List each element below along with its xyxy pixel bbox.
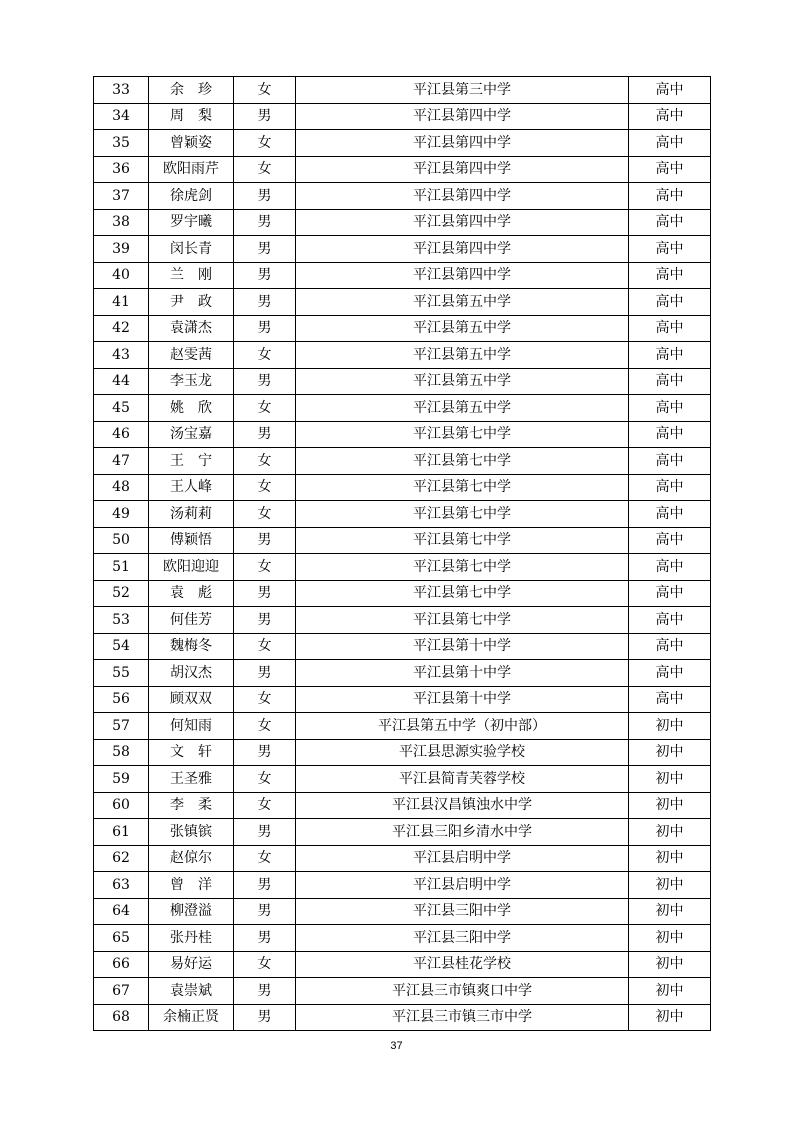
row-number-cell: 43 <box>94 342 149 369</box>
gender-cell: 女 <box>234 845 296 872</box>
gender-cell: 男 <box>234 660 296 687</box>
gender-cell: 女 <box>234 448 296 475</box>
gender-cell: 女 <box>234 130 296 157</box>
gender-cell: 男 <box>234 978 296 1005</box>
row-number-cell: 58 <box>94 739 149 766</box>
school-level-cell: 高中 <box>629 183 711 210</box>
row-number-cell: 37 <box>94 183 149 210</box>
gender-cell: 女 <box>234 951 296 978</box>
gender-cell: 女 <box>234 766 296 793</box>
school-cell: 平江县第四中学 <box>296 183 629 210</box>
school-level-cell: 高中 <box>629 130 711 157</box>
school-level-cell: 高中 <box>629 660 711 687</box>
table-row <box>94 766 711 793</box>
school-level-cell: 高中 <box>629 501 711 528</box>
student-name-cell: 曾 洋 <box>149 872 234 899</box>
student-name-cell: 赵倞尔 <box>149 845 234 872</box>
school-level-cell: 初中 <box>629 951 711 978</box>
row-number-cell: 49 <box>94 501 149 528</box>
gender-cell: 男 <box>234 315 296 342</box>
student-name-cell: 魏梅冬 <box>149 633 234 660</box>
student-name-cell: 姚 欣 <box>149 395 234 422</box>
school-level-cell: 初中 <box>629 898 711 925</box>
row-number-cell: 44 <box>94 368 149 395</box>
student-name-cell: 胡汉杰 <box>149 660 234 687</box>
student-name-cell: 余 珍 <box>149 77 234 104</box>
row-number-cell: 68 <box>94 1004 149 1031</box>
school-cell: 平江县第四中学 <box>296 236 629 263</box>
school-cell: 平江县第七中学 <box>296 501 629 528</box>
school-cell: 平江县汉昌镇浊水中学 <box>296 792 629 819</box>
row-number-cell: 47 <box>94 448 149 475</box>
table-row <box>94 792 711 819</box>
gender-cell: 女 <box>234 395 296 422</box>
student-name-cell: 兰 刚 <box>149 262 234 289</box>
school-level-cell: 高中 <box>629 686 711 713</box>
student-name-cell: 欧阳雨芹 <box>149 156 234 183</box>
row-number-cell: 61 <box>94 819 149 846</box>
table-row <box>94 633 711 660</box>
school-cell: 平江县第四中学 <box>296 262 629 289</box>
row-number-cell: 45 <box>94 395 149 422</box>
school-cell: 平江县三阳中学 <box>296 925 629 952</box>
gender-cell: 男 <box>234 607 296 634</box>
student-name-cell: 柳澄溢 <box>149 898 234 925</box>
gender-cell: 女 <box>234 342 296 369</box>
school-cell: 平江县第十中学 <box>296 686 629 713</box>
school-cell: 平江县第五中学 <box>296 315 629 342</box>
row-number-cell: 53 <box>94 607 149 634</box>
table-row <box>94 448 711 475</box>
student-name-cell: 李玉龙 <box>149 368 234 395</box>
row-number-cell: 39 <box>94 236 149 263</box>
school-level-cell: 高中 <box>629 262 711 289</box>
table-row <box>94 951 711 978</box>
row-number-cell: 62 <box>94 845 149 872</box>
row-number-cell: 60 <box>94 792 149 819</box>
school-level-cell: 高中 <box>629 607 711 634</box>
table-row <box>94 130 711 157</box>
student-name-cell: 王人峰 <box>149 474 234 501</box>
student-name-cell: 袁 彪 <box>149 580 234 607</box>
row-number-cell: 57 <box>94 713 149 740</box>
table-row <box>94 103 711 130</box>
row-number-cell: 34 <box>94 103 149 130</box>
table-row <box>94 978 711 1005</box>
school-level-cell: 高中 <box>629 474 711 501</box>
gender-cell: 男 <box>234 289 296 316</box>
row-number-cell: 52 <box>94 580 149 607</box>
school-cell: 平江县第四中学 <box>296 156 629 183</box>
row-number-cell: 51 <box>94 554 149 581</box>
school-cell: 平江县第五中学（初中部） <box>296 713 629 740</box>
school-level-cell: 初中 <box>629 713 711 740</box>
school-cell: 平江县第五中学 <box>296 395 629 422</box>
student-name-cell: 罗宇曦 <box>149 209 234 236</box>
school-cell: 平江县第五中学 <box>296 289 629 316</box>
row-number-cell: 65 <box>94 925 149 952</box>
school-level-cell: 高中 <box>629 236 711 263</box>
gender-cell: 男 <box>234 262 296 289</box>
school-cell: 平江县第七中学 <box>296 474 629 501</box>
row-number-cell: 56 <box>94 686 149 713</box>
table-row <box>94 580 711 607</box>
school-level-cell: 高中 <box>629 395 711 422</box>
school-cell: 平江县三市镇三市中学 <box>296 1004 629 1031</box>
table-row <box>94 686 711 713</box>
school-cell: 平江县第七中学 <box>296 580 629 607</box>
student-name-cell: 王 宁 <box>149 448 234 475</box>
school-cell: 平江县桂花学校 <box>296 951 629 978</box>
student-name-cell: 顾双双 <box>149 686 234 713</box>
student-name-cell: 袁潇杰 <box>149 315 234 342</box>
school-level-cell: 初中 <box>629 845 711 872</box>
student-name-cell: 余楠正贤 <box>149 1004 234 1031</box>
student-name-cell: 何佳芳 <box>149 607 234 634</box>
row-number-cell: 40 <box>94 262 149 289</box>
table-row <box>94 925 711 952</box>
student-name-cell: 汤宝嘉 <box>149 421 234 448</box>
row-number-cell: 63 <box>94 872 149 899</box>
school-cell: 平江县第四中学 <box>296 130 629 157</box>
school-cell: 平江县第七中学 <box>296 527 629 554</box>
table-row <box>94 395 711 422</box>
school-cell: 平江县第七中学 <box>296 554 629 581</box>
school-level-cell: 高中 <box>629 421 711 448</box>
gender-cell: 男 <box>234 739 296 766</box>
row-number-cell: 41 <box>94 289 149 316</box>
student-name-cell: 曾颖姿 <box>149 130 234 157</box>
school-level-cell: 初中 <box>629 766 711 793</box>
school-level-cell: 高中 <box>629 315 711 342</box>
row-number-cell: 48 <box>94 474 149 501</box>
school-cell: 平江县思源实验学校 <box>296 739 629 766</box>
table-row <box>94 898 711 925</box>
gender-cell: 女 <box>234 474 296 501</box>
school-level-cell: 高中 <box>629 368 711 395</box>
table-row <box>94 209 711 236</box>
row-number-cell: 42 <box>94 315 149 342</box>
page-number: 37 <box>390 1040 403 1052</box>
student-name-cell: 文 轩 <box>149 739 234 766</box>
gender-cell: 女 <box>234 501 296 528</box>
school-cell: 平江县第七中学 <box>296 421 629 448</box>
gender-cell: 男 <box>234 925 296 952</box>
school-level-cell: 初中 <box>629 872 711 899</box>
roster-body <box>94 77 711 1031</box>
school-level-cell: 高中 <box>629 103 711 130</box>
school-level-cell: 初中 <box>629 792 711 819</box>
table-row <box>94 77 711 104</box>
table-row <box>94 183 711 210</box>
gender-cell: 男 <box>234 898 296 925</box>
school-cell: 平江县简青芙蓉学校 <box>296 766 629 793</box>
school-cell: 平江县三阳中学 <box>296 898 629 925</box>
row-number-cell: 50 <box>94 527 149 554</box>
student-name-cell: 周 梨 <box>149 103 234 130</box>
row-number-cell: 59 <box>94 766 149 793</box>
row-number-cell: 46 <box>94 421 149 448</box>
school-level-cell: 初中 <box>629 978 711 1005</box>
table-row <box>94 368 711 395</box>
row-number-cell: 33 <box>94 77 149 104</box>
student-name-cell: 欧阳迎迎 <box>149 554 234 581</box>
school-level-cell: 初中 <box>629 925 711 952</box>
row-number-cell: 55 <box>94 660 149 687</box>
table-row <box>94 845 711 872</box>
table-row <box>94 262 711 289</box>
gender-cell: 女 <box>234 792 296 819</box>
table-row <box>94 527 711 554</box>
school-level-cell: 高中 <box>629 156 711 183</box>
student-name-cell: 李 柔 <box>149 792 234 819</box>
table-row <box>94 554 711 581</box>
row-number-cell: 67 <box>94 978 149 1005</box>
school-cell: 平江县第七中学 <box>296 607 629 634</box>
table-row <box>94 739 711 766</box>
student-name-cell: 张镇镔 <box>149 819 234 846</box>
row-number-cell: 35 <box>94 130 149 157</box>
school-level-cell: 初中 <box>629 1004 711 1031</box>
gender-cell: 男 <box>234 236 296 263</box>
table-row <box>94 474 711 501</box>
student-name-cell: 何知雨 <box>149 713 234 740</box>
school-level-cell: 高中 <box>629 527 711 554</box>
table-row <box>94 342 711 369</box>
gender-cell: 女 <box>234 77 296 104</box>
school-cell: 平江县启明中学 <box>296 845 629 872</box>
table-row <box>94 501 711 528</box>
school-level-cell: 高中 <box>629 554 711 581</box>
gender-cell: 男 <box>234 368 296 395</box>
table-row <box>94 236 711 263</box>
table-row <box>94 872 711 899</box>
school-level-cell: 高中 <box>629 209 711 236</box>
row-number-cell: 54 <box>94 633 149 660</box>
table-row <box>94 289 711 316</box>
school-level-cell: 初中 <box>629 819 711 846</box>
table-row <box>94 660 711 687</box>
student-name-cell: 袁崇斌 <box>149 978 234 1005</box>
student-name-cell: 张丹桂 <box>149 925 234 952</box>
row-number-cell: 38 <box>94 209 149 236</box>
gender-cell: 女 <box>234 156 296 183</box>
school-level-cell: 高中 <box>629 580 711 607</box>
school-cell: 平江县三市镇爽口中学 <box>296 978 629 1005</box>
school-cell: 平江县第十中学 <box>296 633 629 660</box>
student-name-cell: 徐虎剑 <box>149 183 234 210</box>
school-cell: 平江县第四中学 <box>296 209 629 236</box>
student-name-cell: 闵长青 <box>149 236 234 263</box>
gender-cell: 女 <box>234 633 296 660</box>
school-cell: 平江县第五中学 <box>296 342 629 369</box>
gender-cell: 女 <box>234 686 296 713</box>
school-cell: 平江县三阳乡清水中学 <box>296 819 629 846</box>
gender-cell: 男 <box>234 209 296 236</box>
school-cell: 平江县第十中学 <box>296 660 629 687</box>
table-row <box>94 315 711 342</box>
school-level-cell: 高中 <box>629 633 711 660</box>
school-level-cell: 高中 <box>629 448 711 475</box>
gender-cell: 女 <box>234 554 296 581</box>
gender-cell: 男 <box>234 1004 296 1031</box>
student-roster-table <box>93 76 711 1031</box>
student-name-cell: 汤莉莉 <box>149 501 234 528</box>
student-name-cell: 赵雯茜 <box>149 342 234 369</box>
table-row <box>94 713 711 740</box>
school-cell: 平江县第三中学 <box>296 77 629 104</box>
student-name-cell: 王圣雅 <box>149 766 234 793</box>
student-name-cell: 易好运 <box>149 951 234 978</box>
student-name-cell: 傅颖悟 <box>149 527 234 554</box>
gender-cell: 女 <box>234 713 296 740</box>
gender-cell: 男 <box>234 421 296 448</box>
school-cell: 平江县第七中学 <box>296 448 629 475</box>
school-level-cell: 初中 <box>629 739 711 766</box>
row-number-cell: 64 <box>94 898 149 925</box>
gender-cell: 男 <box>234 872 296 899</box>
gender-cell: 男 <box>234 183 296 210</box>
gender-cell: 男 <box>234 819 296 846</box>
table-row <box>94 421 711 448</box>
row-number-cell: 36 <box>94 156 149 183</box>
school-cell: 平江县第五中学 <box>296 368 629 395</box>
school-cell: 平江县第四中学 <box>296 103 629 130</box>
gender-cell: 男 <box>234 580 296 607</box>
gender-cell: 男 <box>234 527 296 554</box>
row-number-cell: 66 <box>94 951 149 978</box>
gender-cell: 男 <box>234 103 296 130</box>
school-level-cell: 高中 <box>629 289 711 316</box>
table-row <box>94 1004 711 1031</box>
student-name-cell: 尹 政 <box>149 289 234 316</box>
school-cell: 平江县启明中学 <box>296 872 629 899</box>
table-row <box>94 819 711 846</box>
school-level-cell: 高中 <box>629 342 711 369</box>
table-row <box>94 156 711 183</box>
table-row <box>94 607 711 634</box>
school-level-cell: 高中 <box>629 77 711 104</box>
